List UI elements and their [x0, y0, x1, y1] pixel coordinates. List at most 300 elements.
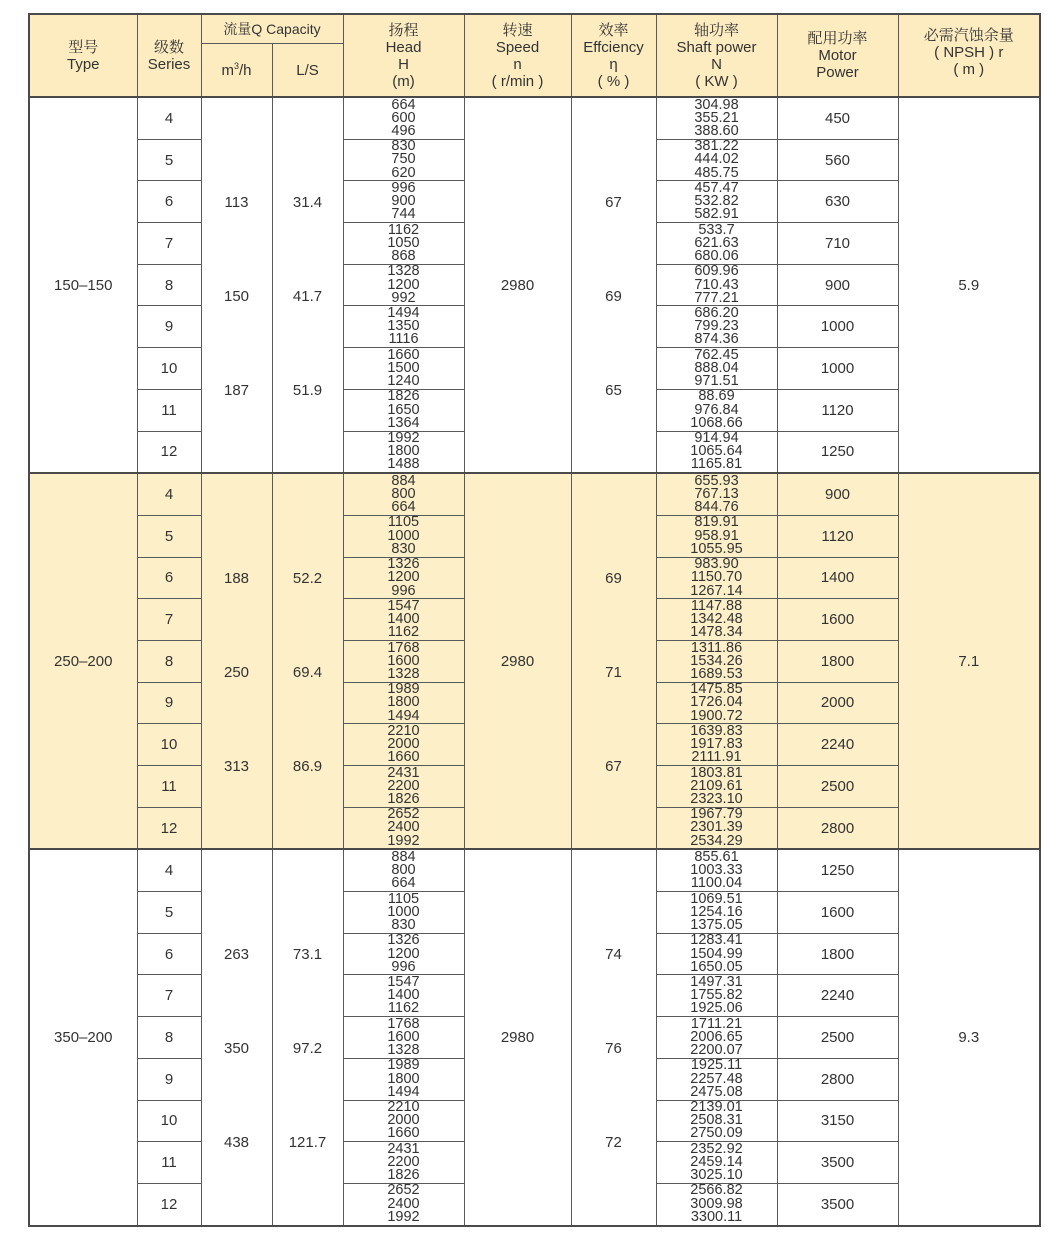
head-value: 2652	[387, 807, 420, 823]
cell-shaft-power	[656, 1142, 777, 1184]
head-value: 2200	[387, 1153, 420, 1170]
shaft-power-value: 304.98	[694, 97, 739, 113]
shaft-power-value: 1504.99	[690, 945, 743, 962]
cell-series: 8	[137, 1017, 201, 1059]
head-value: 1768	[387, 1016, 420, 1032]
cell-shaft-power	[656, 306, 777, 348]
head-value: 2652	[387, 1183, 420, 1199]
cell-motor-power: 2240	[777, 975, 898, 1017]
shaft-power-value: 2109.61	[690, 777, 743, 794]
head-value: 996	[391, 958, 416, 975]
shaft-power-value: 1475.85	[690, 682, 743, 698]
shaft-power-value: 533.7	[698, 222, 735, 238]
cell-series: 9	[137, 306, 201, 348]
cell-shaft-power	[656, 473, 777, 515]
header-shaft-power: 轴功率 Shaft power N ( KW )	[656, 14, 777, 97]
head-value: 1547	[387, 598, 420, 614]
head-value: 2400	[387, 819, 420, 836]
cell-head	[343, 849, 464, 891]
shaft-power-value: 767.13	[694, 485, 739, 502]
shaft-power-value: 710.43	[694, 276, 739, 293]
shaft-power-value: 3009.98	[690, 1195, 743, 1212]
shaft-power-value: 1478.34	[690, 624, 743, 641]
shaft-power-value: 457.47	[694, 180, 739, 196]
efficiency-value: 67	[605, 758, 622, 776]
table-body	[29, 97, 1040, 1226]
cell-motor-power: 1000	[777, 348, 898, 390]
cell-flow-m3h	[201, 97, 272, 473]
cell-flow-ls	[272, 473, 343, 849]
shaft-power-value: 1254.16	[690, 903, 743, 920]
cell-series: 10	[137, 1100, 201, 1142]
head-value: 1162	[387, 1000, 420, 1017]
head-value: 620	[391, 164, 416, 181]
head-value: 1600	[387, 1028, 420, 1045]
cell-head	[343, 892, 464, 934]
cell-head	[343, 1017, 464, 1059]
shaft-power-value: 2750.09	[690, 1125, 743, 1142]
head-value: 1328	[387, 264, 420, 280]
head-value: 1162	[387, 222, 420, 238]
cell-motor-power: 1800	[777, 933, 898, 975]
cell-series: 12	[137, 431, 201, 473]
shaft-power-value: 844.76	[694, 499, 739, 516]
head-value: 1992	[387, 431, 420, 447]
cell-series: 9	[137, 682, 201, 724]
cell-motor-power: 1000	[777, 306, 898, 348]
shaft-power-value: 874.36	[694, 331, 739, 348]
cell-shaft-power	[656, 1100, 777, 1142]
shaft-power-value: 355.21	[694, 109, 739, 126]
shaft-power-value: 1055.95	[690, 540, 743, 557]
head-value: 800	[391, 862, 416, 879]
header-speed: 转速 Speed n ( r/min )	[464, 14, 571, 97]
flow-m3h-value: 188	[223, 570, 250, 588]
cell-shaft-power	[656, 807, 777, 849]
shaft-power-value: 655.93	[694, 473, 739, 489]
head-value: 1992	[387, 832, 420, 849]
shaft-power-value: 819.91	[694, 515, 739, 531]
shaft-power-value: 976.84	[694, 401, 739, 418]
head-value: 830	[391, 917, 416, 933]
shaft-power-value: 777.21	[694, 289, 739, 306]
shaft-power-value: 2257.48	[690, 1070, 743, 1087]
shaft-power-value: 2352.92	[690, 1141, 743, 1157]
efficiency-value: 76	[605, 1040, 622, 1058]
head-value: 884	[391, 473, 416, 489]
cell-shaft-power	[656, 139, 777, 181]
shaft-power-value: 1534.26	[690, 652, 743, 669]
cell-head	[343, 975, 464, 1017]
cell-speed: 2980	[464, 849, 571, 1225]
cell-series: 6	[137, 181, 201, 223]
efficiency-value: 72	[605, 1134, 622, 1152]
head-value: 744	[391, 206, 416, 223]
shaft-power-value: 1967.79	[690, 807, 743, 823]
cell-head	[343, 807, 464, 849]
cell-type: 350–200	[29, 849, 137, 1225]
cell-series: 8	[137, 264, 201, 306]
cell-motor-power: 1600	[777, 599, 898, 641]
header-m3h: $m^3/h$	[201, 44, 272, 98]
cell-motor-power: 1120	[777, 389, 898, 431]
shaft-power-value: 1165.81	[690, 456, 743, 473]
head-value: 1328	[387, 665, 420, 682]
head-value: 664	[391, 97, 416, 113]
cell-shaft-power	[656, 348, 777, 390]
cell-head	[343, 1058, 464, 1100]
cell-motor-power: 2240	[777, 724, 898, 766]
cell-shaft-power	[656, 97, 777, 139]
head-value: 1826	[387, 389, 420, 405]
shaft-power-value: 1803.81	[690, 765, 743, 781]
cell-series: 4	[137, 849, 201, 891]
shaft-power-value: 1069.51	[690, 891, 743, 907]
cell-series: 11	[137, 766, 201, 808]
efficiency-value: 69	[605, 570, 622, 588]
cell-head	[343, 1100, 464, 1142]
shaft-power-value: 1068.66	[690, 414, 743, 431]
cell-series: 5	[137, 515, 201, 557]
cell-shaft-power	[656, 849, 777, 891]
head-value: 664	[391, 499, 416, 516]
head-value: 800	[391, 485, 416, 502]
header-head: 扬程 Head H (m)	[343, 14, 464, 97]
cell-motor-power: 450	[777, 97, 898, 139]
flow-ls-value: 86.9	[292, 758, 323, 776]
shaft-power-value: 686.20	[694, 305, 739, 321]
cell-head	[343, 306, 464, 348]
cell-head	[343, 473, 464, 515]
head-value: 2431	[387, 765, 420, 781]
head-value: 996	[391, 582, 416, 599]
shaft-power-value: 1150.70	[690, 569, 743, 586]
shaft-power-value: 1311.86	[690, 640, 743, 656]
shaft-power-value: 1689.53	[690, 665, 743, 682]
cell-series: 9	[137, 1058, 201, 1100]
shaft-power-value: 444.02	[694, 151, 739, 168]
cell-shaft-power	[656, 682, 777, 724]
cell-series: 11	[137, 1142, 201, 1184]
shaft-power-value: 1267.14	[690, 582, 743, 599]
cell-shaft-power	[656, 181, 777, 223]
head-value: 750	[391, 151, 416, 168]
head-value: 1768	[387, 640, 420, 656]
cell-series: 5	[137, 139, 201, 181]
shaft-power-value: 1147.88	[690, 598, 743, 614]
flow-m3h-value: 187	[223, 382, 250, 399]
cell-series: 12	[137, 807, 201, 849]
table-row	[29, 473, 1040, 515]
shaft-power-value: 532.82	[694, 193, 739, 210]
shaft-power-value: 582.91	[694, 206, 739, 223]
cell-head	[343, 599, 464, 641]
head-value: 1500	[387, 359, 420, 376]
cell-head	[343, 682, 464, 724]
cell-flow-ls	[272, 849, 343, 1225]
head-value: 1364	[387, 414, 420, 431]
head-value: 1200	[387, 945, 420, 962]
shaft-power-value: 2566.82	[690, 1183, 743, 1199]
head-value: 1600	[387, 652, 420, 669]
shaft-power-value: 388.60	[694, 122, 739, 139]
cell-motor-power: 1250	[777, 431, 898, 473]
shaft-power-value: 680.06	[694, 248, 739, 264]
head-value: 1989	[387, 1058, 420, 1074]
shaft-power-value: 2475.08	[690, 1083, 743, 1100]
cell-head	[343, 1142, 464, 1184]
shaft-power-value: 958.91	[694, 527, 739, 544]
cell-shaft-power	[656, 1183, 777, 1225]
cell-motor-power: 3150	[777, 1100, 898, 1142]
shaft-power-value: 1650.05	[690, 958, 743, 975]
cell-head	[343, 181, 464, 223]
shaft-power-value: 1283.41	[690, 933, 743, 949]
shaft-power-value: 2200.07	[690, 1042, 743, 1059]
cell-flow-m3h	[201, 473, 272, 849]
cell-head	[343, 1183, 464, 1225]
cell-motor-power: 710	[777, 223, 898, 265]
cell-series: 10	[137, 724, 201, 766]
head-value: 1494	[387, 707, 420, 724]
shaft-power-value: 88.69	[698, 389, 735, 405]
shaft-power-value: 1917.83	[690, 736, 743, 753]
shaft-power-value: 485.75	[694, 164, 739, 181]
shaft-power-value: 1726.04	[690, 694, 743, 711]
flow-ls-value: 52.2	[292, 570, 323, 588]
header-npsh: 必需汽蚀余量 ( NPSH ) r ( m )	[898, 14, 1040, 97]
cell-motor-power: 630	[777, 181, 898, 223]
head-value: 1488	[387, 456, 420, 473]
flow-m3h-value: 350	[223, 1040, 250, 1058]
shaft-power-value: 2508.31	[690, 1112, 743, 1129]
cell-motor-power: 3500	[777, 1142, 898, 1184]
head-value: 2000	[387, 1112, 420, 1129]
efficiency-value: 71	[605, 664, 622, 682]
cell-shaft-power	[656, 389, 777, 431]
flow-ls-value: 69.4	[292, 664, 323, 682]
head-value: 2210	[387, 723, 420, 739]
cell-shaft-power	[656, 1058, 777, 1100]
head-value: 1050	[387, 234, 420, 251]
head-value: 1162	[387, 624, 420, 641]
flow-m3h-value: 113	[224, 194, 249, 211]
shaft-power-value: 1900.72	[690, 707, 743, 724]
head-value: 992	[391, 289, 416, 306]
flow-m3h-value: 250	[223, 664, 250, 682]
head-value: 1650	[387, 401, 420, 418]
cell-type: 150–150	[29, 97, 137, 473]
cell-shaft-power	[656, 892, 777, 934]
head-value: 2400	[387, 1195, 420, 1212]
efficiency-value: 65	[605, 382, 622, 399]
cell-head	[343, 724, 464, 766]
cell-shaft-power	[656, 640, 777, 682]
head-value: 1400	[387, 987, 420, 1004]
cell-motor-power: 900	[777, 473, 898, 515]
head-value: 1105	[387, 891, 420, 907]
head-value: 868	[391, 248, 416, 264]
head-value: 1105	[387, 515, 420, 531]
shaft-power-value: 1342.48	[690, 611, 743, 627]
cell-motor-power: 1120	[777, 515, 898, 557]
cell-flow-m3h	[201, 849, 272, 1225]
head-value: 496	[391, 122, 416, 139]
cell-npsh: 5.9	[898, 97, 1040, 473]
shaft-power-value: 762.45	[694, 347, 739, 363]
head-value: 1000	[387, 527, 420, 544]
efficiency-value: 67	[605, 194, 622, 211]
head-value: 664	[391, 875, 416, 892]
cell-shaft-power	[656, 431, 777, 473]
head-value: 1547	[387, 974, 420, 990]
cell-motor-power: 3500	[777, 1183, 898, 1225]
cell-head	[343, 264, 464, 306]
head-value: 2210	[387, 1100, 420, 1116]
cell-motor-power: 560	[777, 139, 898, 181]
cell-head	[343, 97, 464, 139]
cell-head	[343, 223, 464, 265]
cell-shaft-power	[656, 264, 777, 306]
head-value: 1800	[387, 694, 420, 711]
cell-npsh: 9.3	[898, 849, 1040, 1225]
head-value: 1000	[387, 903, 420, 920]
cell-series: 6	[137, 933, 201, 975]
head-value: 1200	[387, 276, 420, 293]
shaft-power-value: 1065.64	[690, 443, 743, 460]
cell-npsh: 7.1	[898, 473, 1040, 849]
shaft-power-value: 2323.10	[690, 790, 743, 807]
table-header	[29, 14, 1040, 97]
flow-ls-value: 31.4	[292, 194, 323, 211]
flow-m3h-value: 150	[223, 288, 250, 305]
cell-motor-power: 1600	[777, 892, 898, 934]
cell-motor-power: 1400	[777, 557, 898, 599]
cell-head	[343, 933, 464, 975]
cell-speed: 2980	[464, 97, 571, 473]
shaft-power-value: 888.04	[694, 359, 739, 376]
cell-head	[343, 431, 464, 473]
cell-efficiency	[571, 473, 656, 849]
shaft-power-value: 1925.06	[690, 1000, 743, 1017]
cell-series: 8	[137, 640, 201, 682]
header-efficiency: 效率 Effciency η ( % )	[571, 14, 656, 97]
cell-motor-power: 2500	[777, 766, 898, 808]
cell-shaft-power	[656, 975, 777, 1017]
cell-series: 6	[137, 557, 201, 599]
header-series: 级数 Series	[137, 14, 201, 97]
flow-ls-value: 73.1	[292, 946, 323, 964]
shaft-power-value: 621.63	[694, 234, 739, 251]
cell-series: 4	[137, 473, 201, 515]
head-value: 900	[391, 193, 416, 210]
shaft-power-value: 1375.05	[690, 917, 743, 933]
head-value: 1800	[387, 443, 420, 460]
head-value: 2431	[387, 1141, 420, 1157]
table-row	[29, 97, 1040, 139]
cell-shaft-power	[656, 557, 777, 599]
cell-motor-power: 1800	[777, 640, 898, 682]
head-value: 1350	[387, 318, 420, 335]
head-value: 1400	[387, 611, 420, 627]
cell-motor-power: 2500	[777, 1017, 898, 1059]
cell-series: 5	[137, 892, 201, 934]
cell-series: 11	[137, 389, 201, 431]
flow-ls-value: 97.2	[292, 1040, 323, 1058]
cell-shaft-power	[656, 599, 777, 641]
head-value: 1240	[387, 373, 420, 390]
flow-ls-value: 51.9	[292, 382, 323, 399]
flow-m3h-value: 263	[223, 946, 250, 964]
shaft-power-value: 381.22	[694, 139, 739, 155]
cell-head	[343, 348, 464, 390]
cell-shaft-power	[656, 223, 777, 265]
head-value: 884	[391, 849, 416, 865]
shaft-power-value: 2301.39	[690, 819, 743, 836]
shaft-power-value: 1497.31	[690, 974, 743, 990]
cell-series: 7	[137, 599, 201, 641]
head-value: 1826	[387, 790, 420, 807]
cell-shaft-power	[656, 933, 777, 975]
shaft-power-value: 1639.83	[690, 723, 743, 739]
cell-type: 250–200	[29, 473, 137, 849]
cell-efficiency	[571, 849, 656, 1225]
head-value: 1660	[387, 1125, 420, 1142]
head-value: 1660	[387, 749, 420, 766]
flow-m3h-value: 313	[223, 758, 250, 776]
cell-series: 4	[137, 97, 201, 139]
head-value: 830	[391, 139, 416, 155]
head-value: 1989	[387, 682, 420, 698]
shaft-power-value: 2459.14	[690, 1153, 743, 1170]
cell-head	[343, 515, 464, 557]
cell-head	[343, 766, 464, 808]
cell-shaft-power	[656, 766, 777, 808]
shaft-power-value: 609.96	[694, 264, 739, 280]
head-value: 2000	[387, 736, 420, 753]
cell-series: 7	[137, 223, 201, 265]
shaft-power-value: 983.90	[694, 557, 739, 573]
cell-head	[343, 389, 464, 431]
shaft-power-value: 2111.91	[691, 749, 742, 766]
cell-motor-power: 2800	[777, 1058, 898, 1100]
cell-shaft-power	[656, 515, 777, 557]
efficiency-value: 74	[605, 946, 622, 964]
header-type: 型号 Type	[29, 14, 137, 97]
shaft-power-value: 1711.21	[690, 1016, 743, 1032]
head-value: 996	[391, 180, 416, 196]
cell-series: 7	[137, 975, 201, 1017]
head-value: 1800	[387, 1070, 420, 1087]
shaft-power-value: 3300.11	[690, 1208, 743, 1225]
cell-motor-power: 1250	[777, 849, 898, 891]
cell-series: 12	[137, 1183, 201, 1225]
cell-series: 10	[137, 348, 201, 390]
head-value: 1494	[387, 305, 420, 321]
shaft-power-value: 1925.11	[690, 1058, 743, 1074]
shaft-power-value: 914.94	[694, 431, 739, 447]
head-value: 1116	[388, 331, 419, 348]
shaft-power-value: 2139.01	[690, 1100, 743, 1116]
header-ls: L/S	[272, 44, 343, 98]
head-value: 1826	[387, 1167, 420, 1184]
shaft-power-value: 855.61	[694, 849, 739, 865]
flow-m3h-value: 438	[223, 1134, 250, 1152]
cell-shaft-power	[656, 724, 777, 766]
efficiency-value: 69	[605, 288, 622, 305]
header-motor-power: 配用功率 Motor Power	[777, 14, 898, 97]
shaft-power-value: 2534.29	[690, 832, 743, 849]
